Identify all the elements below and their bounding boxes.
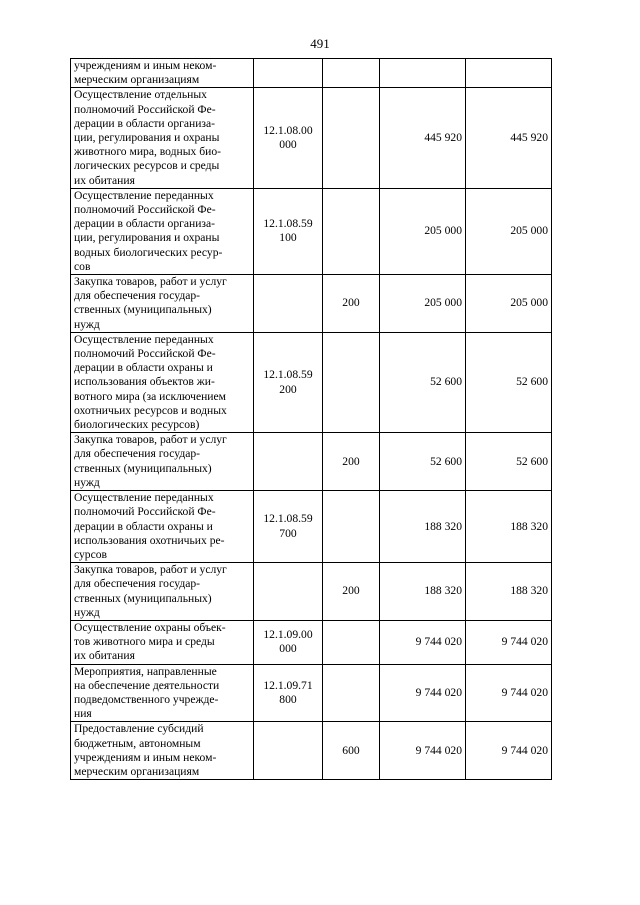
item-name-cell: Осуществление переданных полномочий Российской Фе- дерации в области охраны и использования охотничьих ре- сурсов bbox=[71, 491, 254, 563]
expense-type-cell bbox=[323, 59, 380, 88]
amount-year-2-cell: 9 744 020 bbox=[466, 664, 552, 722]
item-name-cell: Осуществление отдельных полномочий Российской Фе- дерации в области организа- ции, регулирования и охраны животного мира, водных био- логических ресурсов и среды их обитания bbox=[71, 88, 254, 188]
item-name-cell: Осуществление переданных полномочий Российской Фе- дерации в области охраны и использования объектов жи- вотного мира (за исключением охотничьих ресурсов и водных биологических ресурсов) bbox=[71, 332, 254, 432]
table-row bbox=[71, 88, 552, 188]
amount-year-2-cell: 205 000 bbox=[466, 275, 552, 333]
target-article-cell: 12.1.09.71 800 bbox=[254, 664, 323, 722]
item-name-cell: Закупка товаров, работ и услуг для обеспечения государ- ственных (муниципальных) нужд bbox=[71, 275, 254, 333]
page-number: 491 bbox=[310, 36, 330, 51]
table-row bbox=[71, 563, 552, 621]
amount-year-2-cell: 445 920 bbox=[466, 88, 552, 188]
expense-type-cell: 200 bbox=[323, 563, 380, 621]
amount-year-1-cell: 445 920 bbox=[380, 88, 466, 188]
target-article-cell bbox=[254, 722, 323, 780]
amount-year-1-cell: 52 600 bbox=[380, 332, 466, 432]
target-article-cell: 12.1.08.59 100 bbox=[254, 188, 323, 274]
amount-year-2-cell: 52 600 bbox=[466, 332, 552, 432]
table-row bbox=[71, 664, 552, 722]
expense-type-cell bbox=[323, 332, 380, 432]
table-row bbox=[71, 491, 552, 563]
item-name-cell: Мероприятия, направленные на обеспечение деятельности подведомственного учрежде- ния bbox=[71, 664, 254, 722]
amount-year-2-cell: 9 744 020 bbox=[466, 620, 552, 664]
expense-type-cell: 200 bbox=[323, 433, 380, 491]
amount-year-1-cell: 52 600 bbox=[380, 433, 466, 491]
amount-year-1-cell: 188 320 bbox=[380, 563, 466, 621]
amount-year-2-cell: 205 000 bbox=[466, 188, 552, 274]
item-name-cell: Осуществление охраны объек- тов животного мира и среды их обитания bbox=[71, 620, 254, 664]
target-article-cell: 12.1.08.59 200 bbox=[254, 332, 323, 432]
item-name-cell: Предоставление субсидий бюджетным, автономным учреждениям и иным неком- мерческим организациям bbox=[71, 722, 254, 780]
table-row bbox=[71, 620, 552, 664]
target-article-cell: 12.1.08.00 000 bbox=[254, 88, 323, 188]
amount-year-1-cell: 9 744 020 bbox=[380, 664, 466, 722]
target-article-cell: 12.1.09.00 000 bbox=[254, 620, 323, 664]
expense-type-cell: 600 bbox=[323, 722, 380, 780]
amount-year-1-cell: 205 000 bbox=[380, 275, 466, 333]
item-name-cell: Осуществление переданных полномочий Российской Фе- дерации в области организа- ции, регулирования и охраны водных биологических ресур- сов bbox=[71, 188, 254, 274]
expense-type-cell bbox=[323, 188, 380, 274]
item-name-cell: Закупка товаров, работ и услуг для обеспечения государ- ственных (муниципальных) нужд bbox=[71, 433, 254, 491]
amount-year-2-cell: 188 320 bbox=[466, 491, 552, 563]
table-row bbox=[71, 59, 552, 88]
table-row bbox=[71, 433, 552, 491]
table-row bbox=[71, 332, 552, 432]
table-row bbox=[71, 275, 552, 333]
amount-year-1-cell: 205 000 bbox=[380, 188, 466, 274]
amount-year-1-cell: 9 744 020 bbox=[380, 620, 466, 664]
target-article-cell bbox=[254, 563, 323, 621]
expense-type-cell bbox=[323, 664, 380, 722]
expense-type-cell bbox=[323, 620, 380, 664]
item-name-cell: Закупка товаров, работ и услуг для обеспечения государ- ственных (муниципальных) нужд bbox=[71, 563, 254, 621]
amount-year-2-cell: 9 744 020 bbox=[466, 722, 552, 780]
target-article-cell bbox=[254, 433, 323, 491]
target-article-cell bbox=[254, 275, 323, 333]
expense-type-cell bbox=[323, 491, 380, 563]
amount-year-2-cell: 52 600 bbox=[466, 433, 552, 491]
amount-year-1-cell bbox=[380, 59, 466, 88]
table-row bbox=[71, 188, 552, 274]
target-article-cell: 12.1.08.59 700 bbox=[254, 491, 323, 563]
target-article-cell bbox=[254, 59, 323, 88]
budget-table bbox=[70, 58, 552, 780]
amount-year-1-cell: 188 320 bbox=[380, 491, 466, 563]
expense-type-cell: 200 bbox=[323, 275, 380, 333]
amount-year-2-cell: 188 320 bbox=[466, 563, 552, 621]
item-name-cell: учреждениям и иным неком- мерческим организациям bbox=[71, 59, 254, 88]
table-row bbox=[71, 722, 552, 780]
expense-type-cell bbox=[323, 88, 380, 188]
amount-year-1-cell: 9 744 020 bbox=[380, 722, 466, 780]
amount-year-2-cell bbox=[466, 59, 552, 88]
